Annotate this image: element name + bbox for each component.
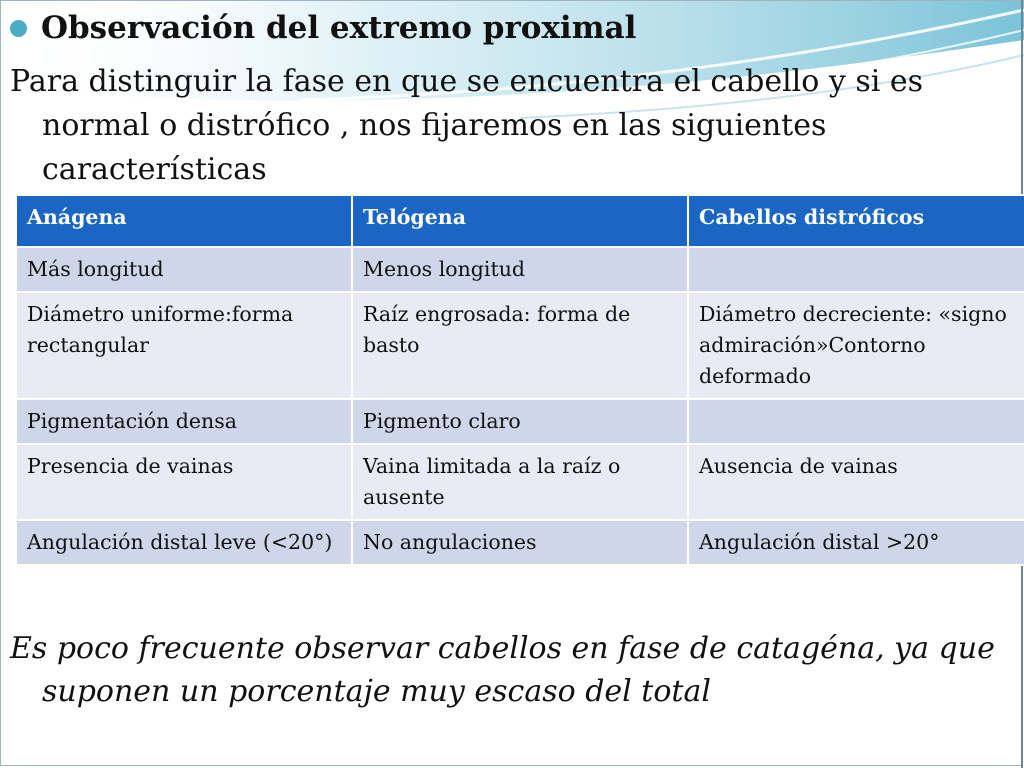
table-cell: Pigmento claro: [352, 399, 688, 444]
table-cell: [688, 399, 1024, 444]
table-cell: Diámetro uniforme:forma rectangular: [16, 292, 352, 399]
slide-title: Observación del extremo proximal: [41, 10, 637, 46]
table-row: [16, 399, 1024, 444]
table-row: [16, 292, 1024, 399]
table-header-row: [16, 195, 1024, 247]
title-row: [10, 8, 636, 48]
header-telogena: Telógena: [352, 195, 688, 247]
table-row: [16, 247, 1024, 292]
table-cell: Más longitud: [16, 247, 352, 292]
table-cell: Presencia de vainas: [16, 444, 352, 520]
hair-phase-table: [15, 194, 1024, 566]
table-cell: Diámetro decreciente: «signo admiración»Contorno deformado: [688, 292, 1024, 399]
table-cell: [688, 247, 1024, 292]
table-row: [16, 520, 1024, 565]
table-cell: Pigmentación densa: [16, 399, 352, 444]
table-cell: Raíz engrosada: forma de basto: [352, 292, 688, 399]
header-anagena: Anágena: [16, 195, 352, 247]
footer-note: Es poco frecuente observar cabellos en fase de catagéna, ya que suponen un porcentaje muy escaso del total: [10, 631, 995, 709]
table-cell: Ausencia de vainas: [688, 444, 1024, 520]
table-cell: No angulaciones: [352, 520, 688, 565]
header-distroficos: Cabellos distróficos: [688, 195, 1024, 247]
table-cell: Menos longitud: [352, 247, 688, 292]
table-cell: Angulación distal >20°: [688, 520, 1024, 565]
table-row: [16, 444, 1024, 520]
table-cell: Angulación distal leve (<20°): [16, 520, 352, 565]
intro-paragraph: Para distinguir la fase en que se encuentra el cabello y si es normal o distrófico , nos fijaremos en las siguientes características: [10, 64, 924, 187]
bullet-icon: [10, 20, 27, 37]
table-cell: Vaina limitada a la raíz o ausente: [352, 444, 688, 520]
